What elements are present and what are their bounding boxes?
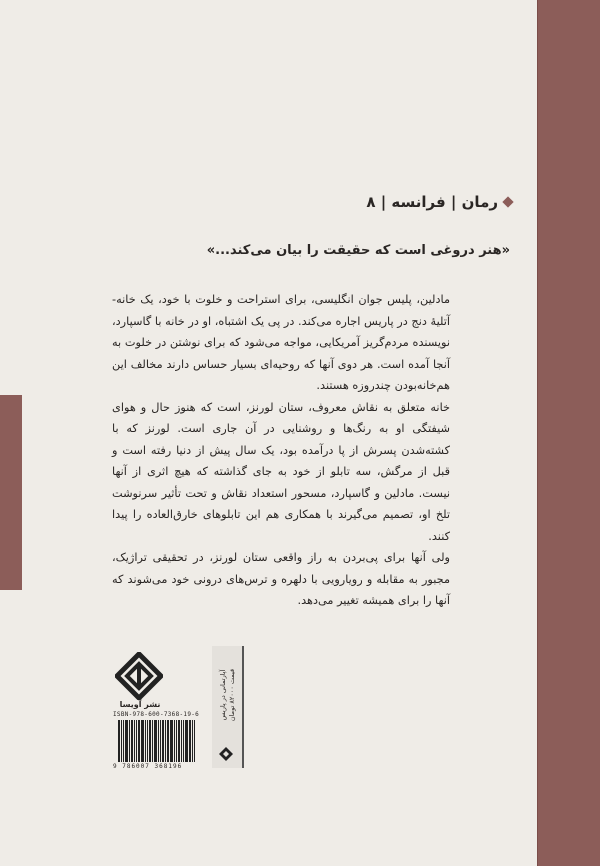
barcode-bar — [121, 720, 122, 762]
barcode-bar — [141, 720, 144, 762]
barcode-bar — [134, 720, 135, 762]
synopsis-paragraph: ولی آنها برای پی‌بردن به راز واقعی ستان لورنز، در تحقیقی تراژیک، مجبور به مقابله و رویارویی با دلهره و ترس‌های درونی خود می‌شوند که آنها را برای همیشه تغییر می‌دهد. — [112, 551, 450, 607]
tagline-quote: «هنر دروغی است که حقیقت را بیان می‌کند...» — [206, 243, 510, 258]
barcode-bar — [183, 720, 184, 762]
book-spine — [537, 0, 600, 866]
diamond-bullet-icon — [502, 196, 513, 207]
barcode-number: 9 786007 368196 — [113, 763, 183, 770]
publisher-logo-icon — [115, 652, 163, 700]
barcode-bar — [145, 720, 146, 762]
barcode-bar — [167, 720, 169, 762]
barcode-bar — [185, 720, 188, 762]
barcode-bar — [152, 720, 153, 762]
publisher-name: نشر آویسا — [119, 700, 161, 709]
barcode-bar — [118, 720, 120, 762]
barcode-bar — [147, 720, 148, 762]
barcode-bar — [125, 720, 128, 762]
synopsis-paragraph: خانه متعلق به نقاش معروف، ستان لورنز، است که هنوز حال و هوای شیفتگی او به رنگ‌ها و روشنایی در آن جاری است. لورنز که با کشته‌شدن پسرش از پا درآمده بود، یک سال پیش از دنیا رفته است و قبل از مرگش، سه تابلو از خود به جای گذاشته که هیچ اثری از آنها نیست. مادلین و گاسپارد، مسحور استعداد نقاش و تحت تأثیر سرنوشت تلخ او، تصمیم می‌گیرند با همکاری هم این تابلوهای خارق‌العاده را پیدا کنند. — [112, 400, 450, 543]
series-text: رمان | فرانسه | ۸ — [366, 193, 498, 211]
barcode-bar — [165, 720, 166, 762]
synopsis-paragraph: مادلین، پلیس جوان انگلیسی، برای استراحت و خلوت با خود، یک خانه-آتلیهٔ دنج در پاریس اجاره می‌کند. در پی یک اشتباه، او در خانه با گاسپارد، نویسنده مردم‌گریز آمریکایی، مواجه می‌شود که برای نوشتن در خلوت به آنجا آمده است. هر دوی آنها که روحیه‌ای بسیار حساس دارند مخالف این هم‌خانه‌بودن چندروزه هستند. — [112, 293, 450, 392]
barcode-bar — [178, 720, 180, 762]
barcode-bar — [176, 720, 177, 762]
barcode-bar — [129, 720, 130, 762]
barcode-bar — [162, 720, 164, 762]
barcode-bar — [123, 720, 124, 762]
sticker-title: آپارتمانی در پاریس — [219, 669, 227, 721]
barcode-bar — [170, 720, 173, 762]
store-logo-icon — [219, 747, 233, 761]
barcode-bar — [158, 720, 159, 762]
cover-flap-edge — [0, 395, 22, 590]
barcode-bar — [131, 720, 133, 762]
barcode-bar — [136, 720, 137, 762]
barcode — [118, 720, 208, 762]
barcode-bar — [160, 720, 161, 762]
barcode-bar — [138, 720, 140, 762]
barcode-bar — [149, 720, 151, 762]
barcode-bar — [154, 720, 157, 762]
price-sticker — [212, 646, 244, 768]
barcode-bar — [174, 720, 175, 762]
barcode-bar — [181, 720, 182, 762]
barcode-bar — [189, 720, 191, 762]
barcode-bar — [194, 720, 195, 762]
sticker-price: قیمت ۸۲۰۰۰ تومان — [228, 668, 236, 722]
series-line — [366, 193, 512, 211]
barcode-bar — [192, 720, 193, 762]
synopsis — [112, 289, 450, 612]
isbn-text: ISBN-978-600-7368-19-6 — [113, 711, 200, 718]
